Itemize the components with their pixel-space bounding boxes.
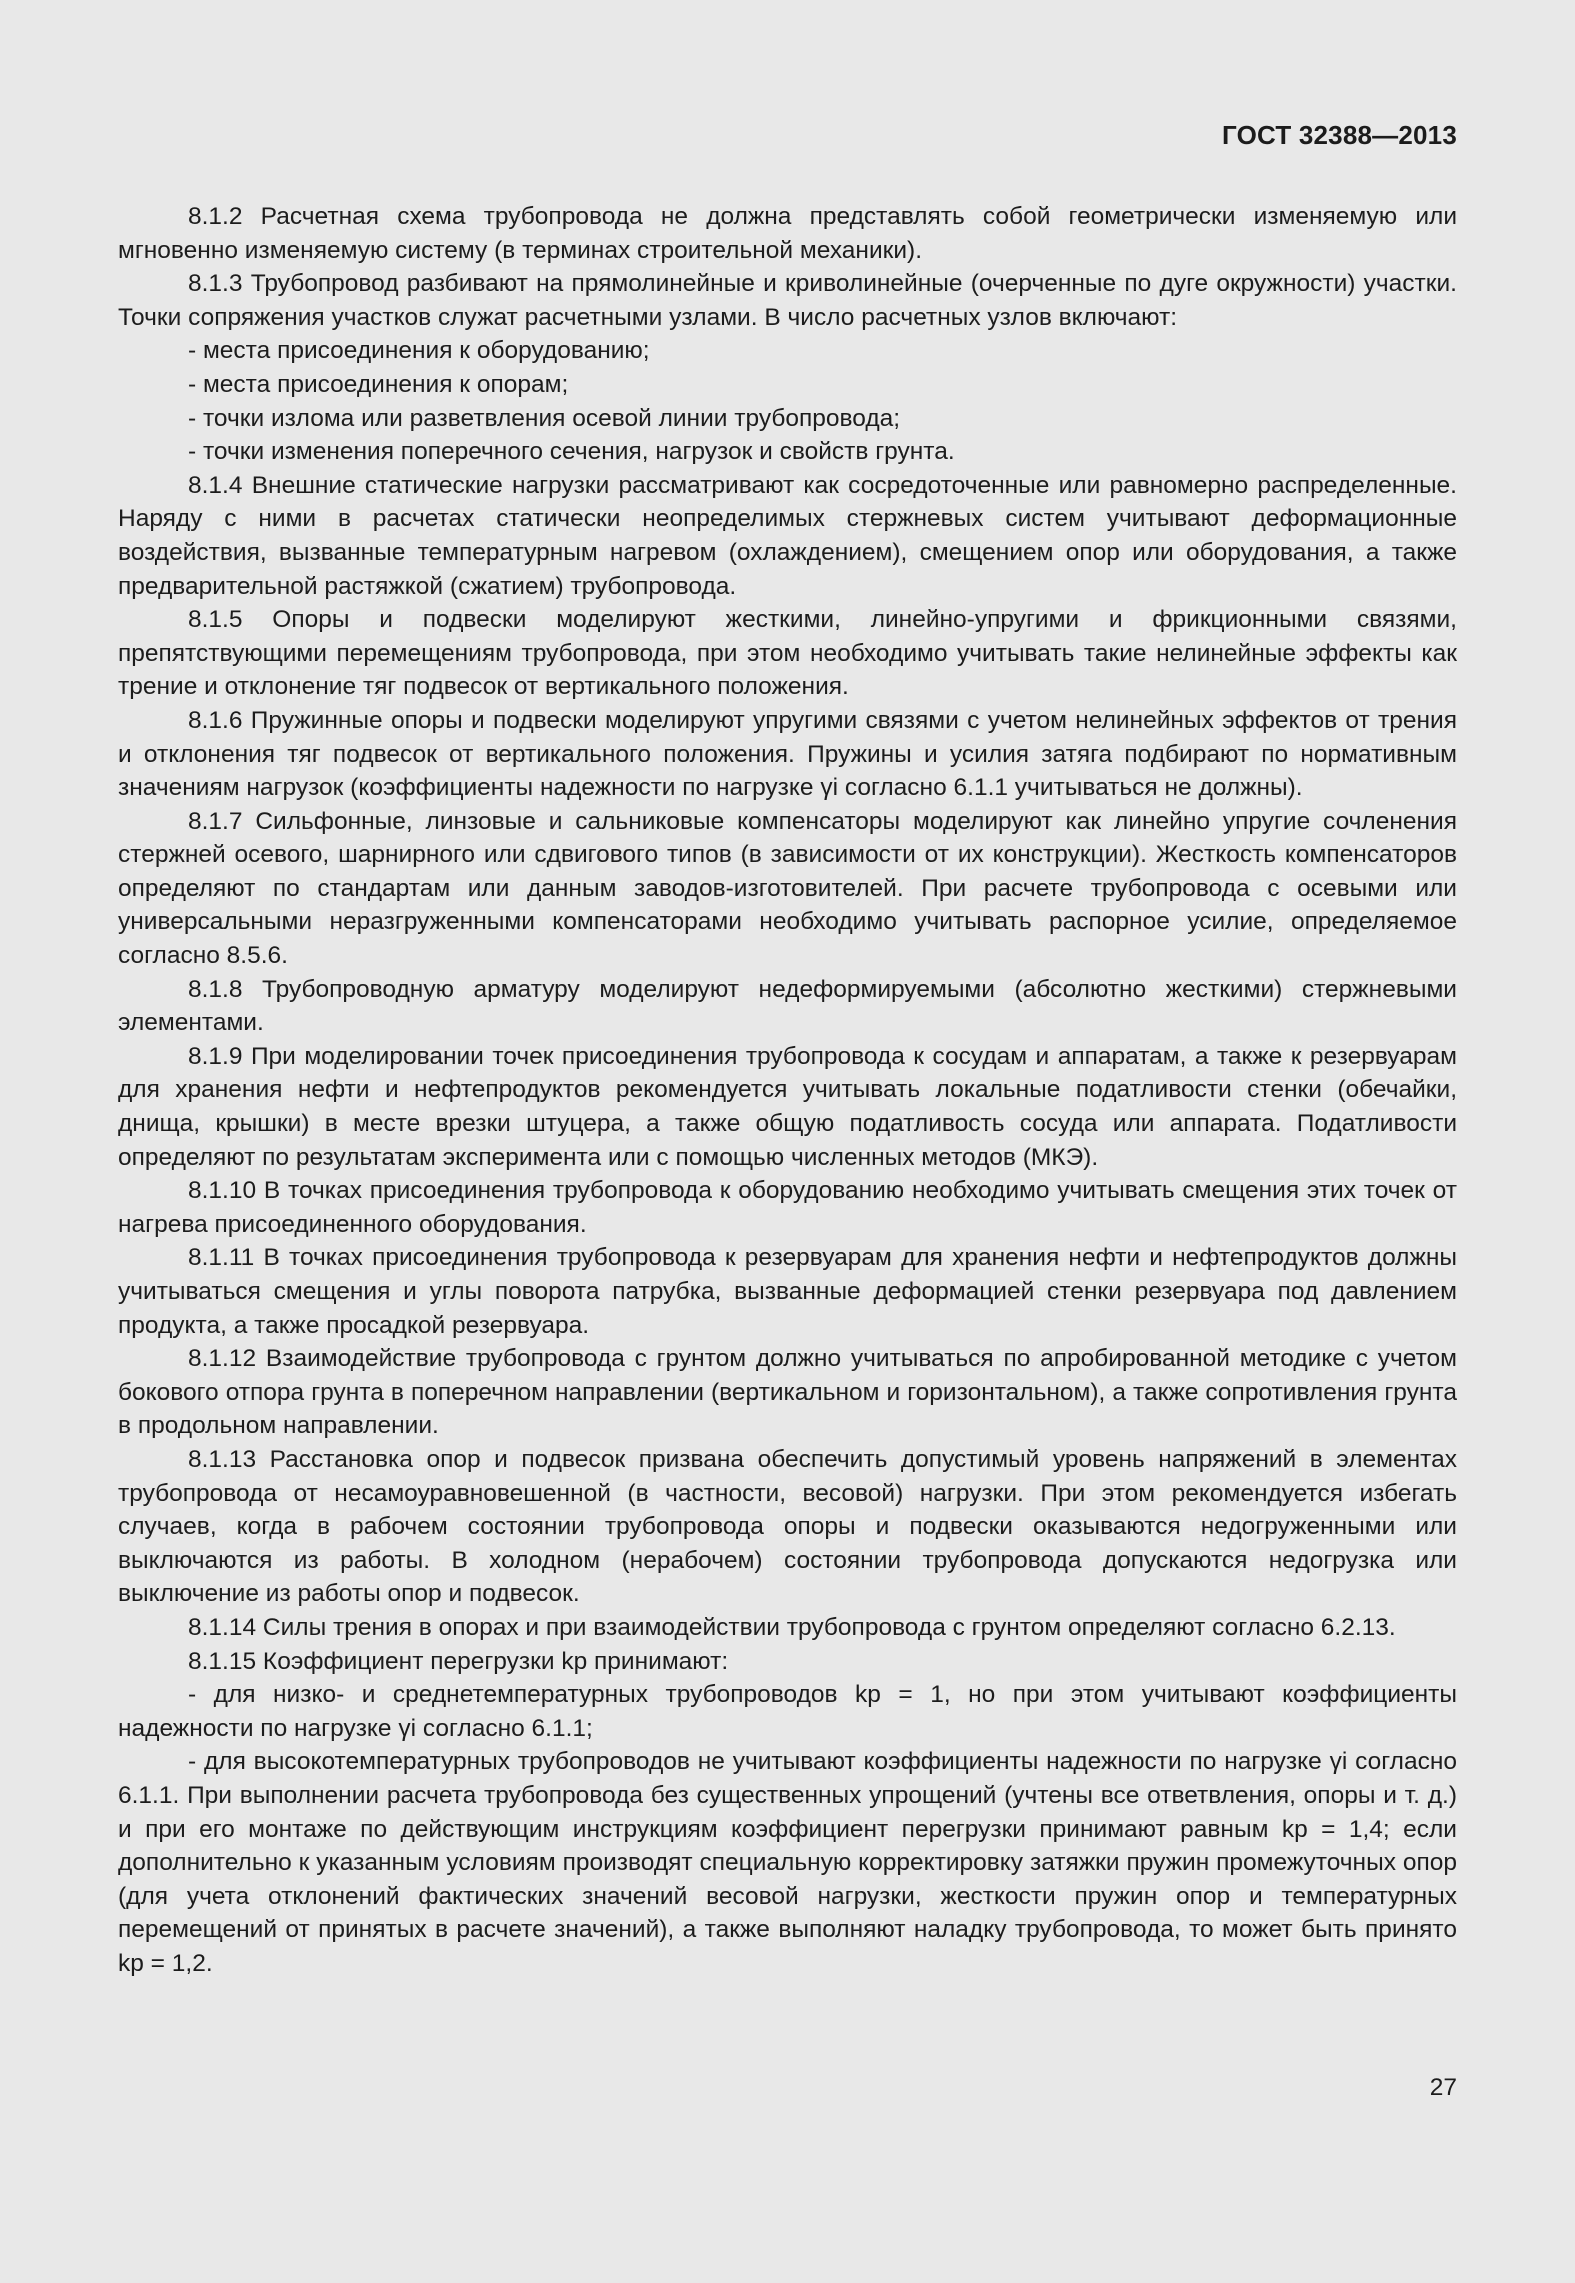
list-item: - места присоединения к оборудованию; <box>188 337 650 365</box>
paragraph-8-1-4: 8.1.4 Внешние статические нагрузки рассматривают как сосредоточенные или равномерно распределенные. Наряду с ними в расчетах статически неопределимых стержневых систем учитывают деформационные воздействия, вызванные температурным нагревом (охлаждением), смещением опор или оборудования, а также предварительной растяжкой (сжатием) трубопровода. <box>118 471 1457 600</box>
paragraph-8-1-13: 8.1.13 Расстановка опор и подвесок призвана обеспечить допустимый уровень напряжений в элементах трубопровода от несамоуравновешенной (в частности, весовой) нагрузки. При этом рекомендуется избегать случаев, когда в рабочем состоянии трубопровода опоры и подвески оказываются недогруженными или выключаются из работы. В холодном (нерабочем) состоянии трубопровода допускаются недогрузка или выключение из работы опор и подвесок. <box>118 1445 1457 1608</box>
standard-code-header: ГОСТ 32388—2013 <box>1222 120 1457 150</box>
document-body <box>118 200 1457 1980</box>
paragraph-8-1-9: 8.1.9 При моделировании точек присоединения трубопровода к сосудам и аппаратам, а также к резервуарам для хранения нефти и нефтепродуктов рекомендуется учитывать локальные податливости стенки (обечайки, днища, крышки) в месте врезки штуцера, а также общую податливость сосуда или аппарата. Податливости определяют по результатам эксперимента или с помощью численных методов (МКЭ). <box>118 1042 1457 1171</box>
paragraph-8-1-7: 8.1.7 Сильфонные, линзовые и сальниковые компенсаторы моделируют как линейно упругие сочленения стержней осевого, шарнирного или сдвигового типов (в зависимости от их конструкции). Жесткость компенсаторов определяют по стандартам или данным заводов-изготовителей. При расчете трубопровода с осевыми или универсальными неразгруженными компенсаторами необходимо учитывать распорное усилие, определяемое согласно 8.5.6. <box>118 807 1457 970</box>
page-number: 27 <box>1429 2074 1457 2101</box>
paragraph-8-1-11: 8.1.11 В точках присоединения трубопровода к резервуарам для хранения нефти и нефтепродуктов должны учитываться смещения и углы поворота патрубка, вызванные деформацией стенки резервуара под давлением продукта, а также просадкой резервуара. <box>118 1244 1457 1339</box>
paragraph-8-1-6: 8.1.6 Пружинные опоры и подвески моделируют упругими связями с учетом нелинейных эффектов от трения и отклонения тяг подвесок от вертикального положения. Пружины и усилия затяга подбирают по нормативным значениям нагрузок (коэффициенты надежности по нагрузке γi согласно 6.1.1 учитываться не должны). <box>118 706 1457 802</box>
paragraph-8-1-2: 8.1.2 Расчетная схема трубопровода не должна представлять собой геометрически изменяемую или мгновенно изменяемую систему (в терминах строительной механики). <box>118 203 1457 264</box>
paragraph-8-1-14: 8.1.14 Силы трения в опорах и при взаимодействии трубопровода с грунтом определяют согласно 6.2.13. <box>188 1613 1396 1641</box>
paragraph-8-1-12: 8.1.12 Взаимодействие трубопровода с грунтом должно учитываться по апробированной методике с учетом бокового отпора грунта в поперечном направлении (вертикальном и горизонтальном), а также сопротивления грунта в продольном направлении. <box>118 1345 1457 1440</box>
paragraph-8-1-5: 8.1.5 Опоры и подвески моделируют жесткими, линейно-упругими и фрикционными связями, препятствующими перемещениям трубопровода, при этом необходимо учитывать такие нелинейные эффекты как трение и отклонение тяг подвесок от вертикального положения. <box>118 606 1457 701</box>
paragraph-8-1-8: 8.1.8 Трубопроводную арматуру моделируют недеформируемыми (абсолютно жесткими) стержневыми элементами. <box>118 975 1457 1037</box>
list-item: - для высокотемпературных трубопроводов не учитывают коэффициенты надежности по нагрузке γi согласно 6.1.1. При выполнении расчета трубопровода без существенных упрощений (учтены все ответвления, опоры и т. д.) и при его монтаже по действующим инструкциям коэффициент перегрузки принимают равным kp = 1,4; если дополнительно к указанным условиям производят специальную корректировку затяжки пружин промежуточных опор (для учета отклонений фактических значений весовой нагрузки, жесткости пружин опор и температурных перемещений от принятых в расчете значений), а также выполняют наладку трубопровода, то может быть принято kp = 1,2. <box>118 1748 1457 1977</box>
list-item: - точки изменения поперечного сечения, нагрузок и свойств грунта. <box>188 438 955 466</box>
list-item: - места присоединения к опорам; <box>188 370 569 398</box>
paragraph-8-1-15: 8.1.15 Коэффициент перегрузки kp принимают: <box>188 1647 729 1675</box>
list-item: - точки излома или разветвления осевой линии трубопровода; <box>188 404 901 432</box>
list-item: - для низко- и среднетемпературных трубопроводов kp = 1, но при этом учитывают коэффициенты надежности по нагрузке γi согласно 6.1.1; <box>118 1681 1457 1742</box>
paragraph-8-1-10: 8.1.10 В точках присоединения трубопровода к оборудованию необходимо учитывать смещения этих точек от нагрева присоединенного оборудования. <box>118 1177 1457 1238</box>
paragraph-8-1-3: 8.1.3 Трубопровод разбивают на прямолинейные и криволинейные (очерченные по дуге окружности) участки. Точки сопряжения участков служат расчетными узлами. В число расчетных узлов включают: <box>118 270 1457 331</box>
